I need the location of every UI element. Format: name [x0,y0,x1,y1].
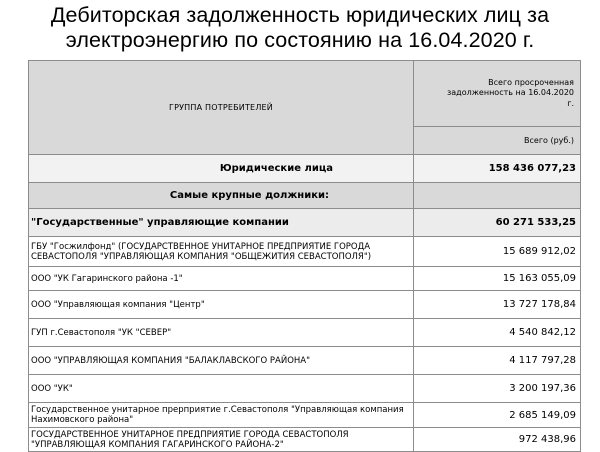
table-row [29,347,581,375]
debtor-amount: 15 689 912,02 [414,237,581,267]
largest-debtors-row [29,183,581,209]
table-row [29,428,581,452]
debtor-name-line-2: Нахимовского района" [31,415,134,425]
header-unit-cell: Всего (руб.) [414,127,581,155]
debtor-amount: 2 685 149,09 [414,403,581,428]
legal-entities-row [29,155,581,183]
debtor-name [29,403,414,428]
table-row [29,403,581,428]
debtor-amount: 4 540 842,12 [414,319,581,347]
debtor-name: ООО "УК Гагаринского района -1" [29,267,414,291]
legal-entities-label: Юридические лица [29,155,414,183]
debtor-name: ООО "Управляющая компания "Центр" [29,291,414,319]
debt-table [28,60,581,452]
state-companies-row [29,209,581,237]
debtor-name-line-1: ГОСУДАРСТВЕННОЕ УНИТАРНОЕ ПРЕДПРИЯТИЕ ГОРОДА СЕВАСТОПОЛЯ [31,429,349,440]
largest-debtors-label: Самые крупные должники: [29,183,414,209]
page-title [0,0,600,55]
debtor-amount: 3 200 197,36 [414,375,581,403]
header-row [29,61,581,127]
debtor-name-line-1: Государственное унитарное прерприятие г.Севастополя "Управляющая компания [31,405,404,415]
debtor-name [29,428,414,452]
debtor-name [29,237,414,267]
table-row [29,291,581,319]
state-companies-label: "Государственные" управляющие компании [29,209,414,237]
debtor-amount: 972 438,96 [414,428,581,452]
header-overdue-line-3: г. [567,98,574,108]
debtor-amount: 13 727 178,84 [414,291,581,319]
debtor-amount: 15 163 055,09 [414,267,581,291]
debtor-amount: 4 117 797,28 [414,347,581,375]
header-overdue-line-1: Всего просроченная [488,77,574,87]
debtor-name: ООО "УПРАВЛЯЮЩАЯ КОМПАНИЯ "БАЛАКЛАВСКОГО РАЙОНА" [29,347,414,375]
header-overdue-line-2: задолженность на 16.04.2020 [447,88,574,98]
debtor-name-line-2: "УПРАВЛЯЮЩАЯ КОМПАНИЯ ГАГАРИНСКОГО РАЙОНА-2" [31,439,284,450]
header-group-cell: ГРУППА ПОТРЕБИТЕЛЕЙ [29,61,414,155]
legal-entities-value: 158 436 077,23 [414,155,581,183]
largest-debtors-empty [414,183,581,209]
title-line-2: электроэнергию по состоянию на 16.04.2020 г. [65,28,535,52]
table-row [29,319,581,347]
debtor-name: ГУП г.Севастополя "УК "СЕВЕР" [29,319,414,347]
debtor-name-line-1: ГБУ "Госжилфонд" (ГОСУДАРСТВЕННОЕ УНИТАРНОЕ ПРЕДПРИЯТИЕ ГОРОДА [31,241,371,252]
table-row [29,237,581,267]
header-overdue-cell [414,61,581,127]
title-line-1: Дебиторская задолженность юридических лиц за [50,3,550,27]
table-row [29,375,581,403]
state-companies-value: 60 271 533,25 [414,209,581,237]
table-row [29,267,581,291]
debtor-name: ООО "УК" [29,375,414,403]
debtor-name-line-2: СЕВАСТОПОЛЯ "УПРАВЛЯЮЩАЯ КОМПАНИЯ "ОБЩЕЖИТИЯ СЕВАСТОПОЛЯ") [31,251,372,262]
